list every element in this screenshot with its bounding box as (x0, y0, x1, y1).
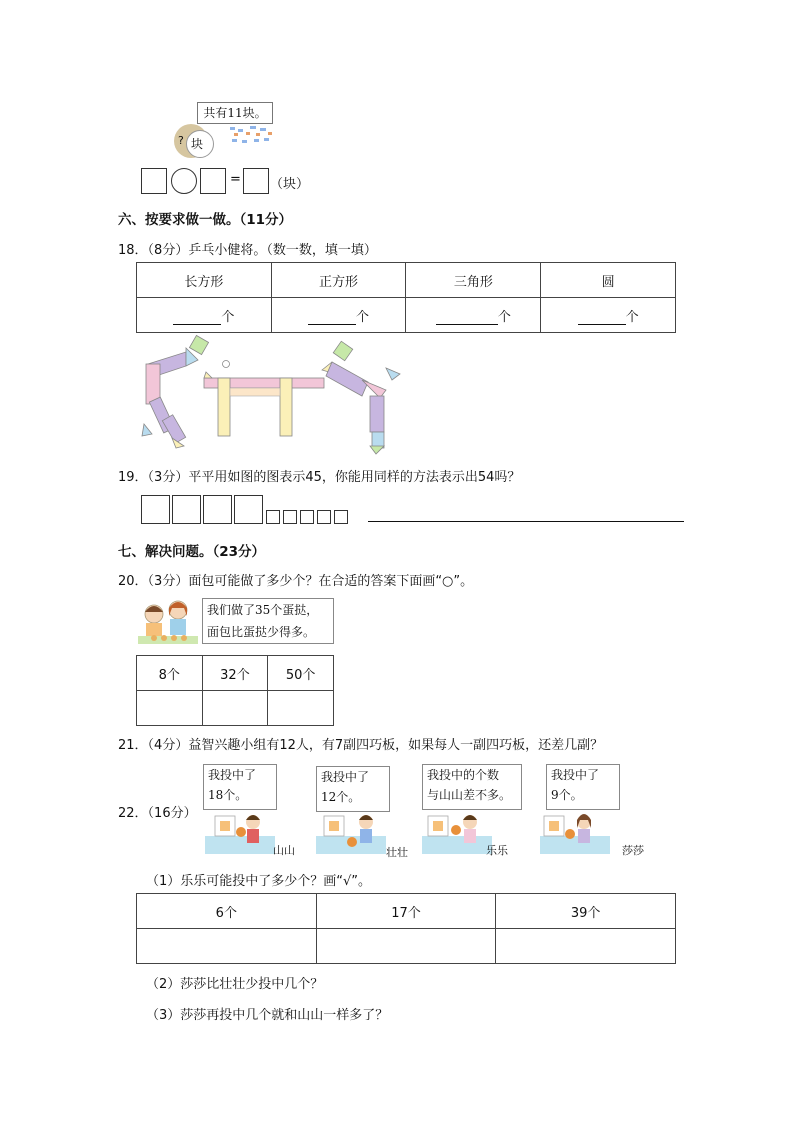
q20-option-8: 8个 (137, 656, 203, 691)
blocks-note: 共有11块。 (197, 102, 273, 124)
q22-check-cell-3[interactable] (496, 929, 676, 964)
q22-check-cell-2[interactable] (316, 929, 496, 964)
q20-option-32: 32个 (202, 656, 268, 691)
q22-label: 22．（16分） (118, 806, 197, 821)
q18-answer-square[interactable]: 个 (271, 298, 406, 333)
q19-stem: 19．（3分）平平用如图的图表示45，你能用同样的方法表示出54吗？ (118, 470, 521, 485)
q22-option-6: 6个 (137, 894, 317, 929)
child-with-ball-art (205, 812, 275, 854)
card-bubble (546, 764, 620, 810)
q20-mark-cell-2[interactable] (202, 691, 268, 726)
answer-box-2[interactable] (200, 168, 226, 194)
card-line-2: 12个。 (321, 790, 361, 804)
q18-answer-circle[interactable]: 个 (541, 298, 676, 333)
card-bubble (422, 764, 522, 810)
blocks-illustration (172, 100, 302, 160)
tens-square-1 (141, 495, 170, 524)
q22-sub2: （2）莎莎比壮壮少投中几个？ (146, 977, 324, 992)
q22-sub1: （1）乐乐可能投中了多少个？画“√”。 (146, 874, 372, 889)
q20-table (136, 655, 334, 726)
card-line-1: 我投中的个数 (427, 768, 500, 782)
q18-stem: 18．（8分）乒乓小健将。（数一数，填一填） (118, 243, 377, 258)
q22-card-shasha (540, 764, 650, 856)
q20-speech-bubble (202, 598, 334, 644)
card-bubble (316, 766, 390, 812)
ones-square-4 (317, 510, 331, 524)
blocks-badge (172, 122, 218, 158)
q18-answer-triangle[interactable]: 个 (406, 298, 541, 333)
q22-table (136, 893, 676, 964)
section7-title: 七、解决问题。（23分） (118, 544, 266, 560)
child-with-ball-art (540, 812, 610, 854)
q22-option-17: 17个 (316, 894, 496, 929)
scattered-blocks-art (228, 124, 284, 154)
card-name: 莎莎 (622, 844, 644, 857)
q18-header-square: 正方形 (271, 263, 406, 298)
card-line-2: 9个。 (551, 788, 583, 802)
child-with-ball-art (316, 812, 386, 854)
q19-answer-line[interactable] (368, 521, 684, 522)
children-baking-art (134, 598, 200, 646)
card-line-1: 我投中了 (551, 768, 600, 782)
ones-square-2 (283, 510, 297, 524)
child-with-ball-art (422, 812, 492, 854)
badge-unit: 块 (191, 137, 204, 151)
card-line-2: 18个。 (208, 788, 248, 802)
q18-header-circle: 圆 (541, 263, 676, 298)
card-line-1: 我投中了 (321, 770, 370, 784)
q22-check-cell-1[interactable] (137, 929, 317, 964)
q20-illustration (132, 596, 336, 648)
q18-header-triangle: 三角形 (406, 263, 541, 298)
q20-stem: 20．（3分）面包可能做了多少个？在合适的答案下面画“○”。 (118, 574, 474, 589)
q20-mark-cell-1[interactable] (137, 691, 203, 726)
q18-header-rect: 长方形 (137, 263, 272, 298)
section6-title: 六、按要求做一做。（11分） (118, 212, 293, 228)
card-bubble (203, 764, 277, 810)
card-line-1: 我投中了 (208, 768, 257, 782)
q18-table (136, 262, 676, 333)
q20-mark-cell-3[interactable] (268, 691, 334, 726)
q22-card-lele (422, 764, 522, 856)
tens-square-4 (234, 495, 263, 524)
ones-square-1 (266, 510, 280, 524)
operator-circle[interactable] (171, 168, 197, 194)
q22-card-zhuangzhuang (316, 766, 412, 859)
answer-box-1[interactable] (141, 168, 167, 194)
card-name: 乐乐 (486, 844, 508, 857)
q21-stem: 21．（4分）益智兴趣小组有12人，有7副四巧板，如果每人一副四巧板，还差几副？ (118, 738, 604, 753)
equals-sign: = (230, 172, 241, 187)
q22-card-shanshan (203, 764, 301, 856)
q20-option-50: 50个 (268, 656, 334, 691)
pingpong-shapes-figure (136, 334, 406, 456)
ones-square-3 (300, 510, 314, 524)
card-name: 壮壮 (386, 846, 408, 859)
tens-square-2 (172, 495, 201, 524)
q22-sub3: （3）莎莎再投中几个就和山山一样多了？ (146, 1008, 389, 1023)
q22-option-39: 39个 (496, 894, 676, 929)
answer-box-result[interactable] (243, 168, 269, 194)
equation-unit: （块） (270, 177, 310, 192)
card-name: 山山 (273, 844, 295, 857)
tens-square-3 (203, 495, 232, 524)
speech-line-1: 我们做了35个蛋挞， (207, 603, 319, 617)
badge-question: ? (178, 134, 184, 147)
card-line-2: 与山山差不多。 (427, 788, 512, 802)
q18-answer-rect[interactable]: 个 (137, 298, 272, 333)
speech-line-2: 面包比蛋挞少得多。 (207, 625, 316, 639)
ones-square-5 (334, 510, 348, 524)
